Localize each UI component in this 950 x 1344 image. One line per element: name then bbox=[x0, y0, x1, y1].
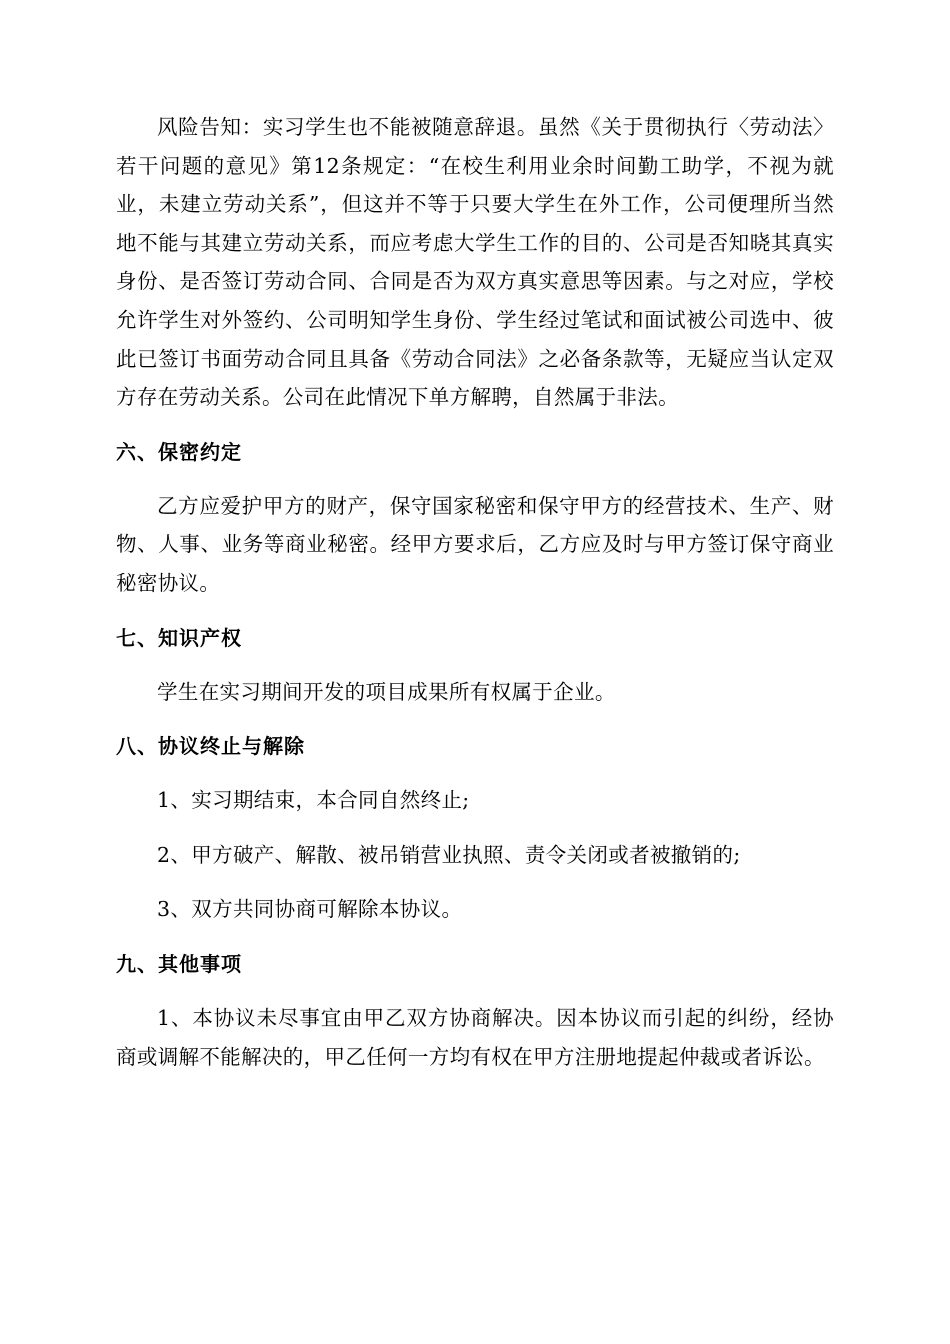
risk-notice-paragraph: 风险告知：实习学生也不能被随意辞退。虽然《关于贯彻执行〈劳动法〉若干问题的意见》第12条规定：“在校生利用业余时间勤工助学，不视为就业，未建立劳动关系”，但这并不等于只要大学生在外工作，公司便理所当然地不能与其建立劳动关系，而应考虑大学生工作的目的、公司是否知晓其真实身份、是否签订劳动合同、合同是否为双方真实意思等因素。与之对应，学校允许学生对外签约、公司明知学生身份、学生经过笔试和面试被公司选中、彼此已签订书面劳动合同且具备《劳动合同法》之必备条款等，无疑应当认定双方存在劳动关系。公司在此情况下单方解聘，自然属于非法。 bbox=[116, 115, 834, 410]
section-heading-other-matters: 九、其他事项 bbox=[116, 951, 242, 976]
termination-item-1: 1、实习期结束，本合同自然终止; bbox=[157, 788, 470, 813]
intellectual-property-paragraph: 学生在实习期间开发的项目成果所有权属于企业。 bbox=[157, 679, 616, 704]
termination-item-2: 2、甲方破产、解散、被吊销营业执照、责令关闭或者被撤销的; bbox=[157, 842, 741, 867]
other-matters-item-1: 1、本协议未尽事宜由甲乙双方协商解决。因本协议而引起的纠纷，经协商或调解不能解决的，甲乙任何一方均有权在甲方注册地提起仲裁或者诉讼。 bbox=[116, 1005, 834, 1069]
section-heading-intellectual-property: 七、知识产权 bbox=[116, 625, 242, 650]
section-heading-confidentiality: 六、保密约定 bbox=[116, 439, 242, 464]
termination-item-3: 3、双方共同协商可解除本协议。 bbox=[157, 897, 463, 922]
confidentiality-paragraph: 乙方应爱护甲方的财产，保守国家秘密和保守甲方的经营技术、生产、财物、人事、业务等商业秘密。经甲方要求后，乙方应及时与甲方签订保守商业秘密协议。 bbox=[116, 493, 834, 595]
document-page bbox=[116, 108, 834, 1076]
section-heading-termination: 八、协议终止与解除 bbox=[116, 734, 305, 759]
